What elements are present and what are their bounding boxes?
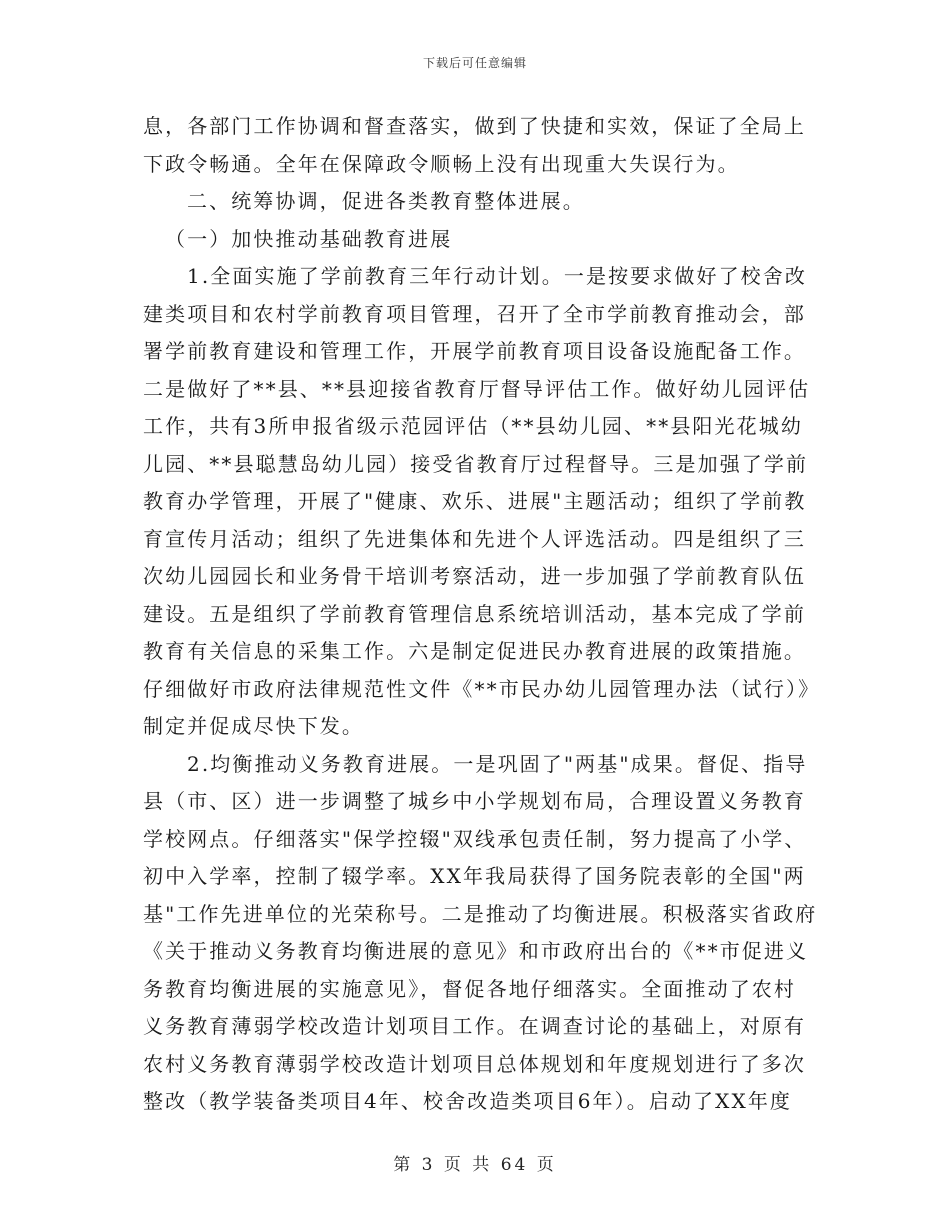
body-line: 建设。五是组织了学前教育管理信息系统培训活动，基本完成了学前 — [143, 601, 806, 626]
body-line: 县（市、区）进一步调整了城乡中小学规划布局，合理设置义务教育 — [143, 789, 806, 813]
body-line: 署学前教育建设和管理工作，开展学前教育项目设备设施配备工作。 — [143, 339, 806, 363]
body-line: 工作，共有3所申报省级示范园评估（**县幼儿园、**县阳光花城幼 — [143, 414, 803, 438]
body-line: 息，各部门工作协调和督查落实，做到了快捷和实效，保证了全局上 — [143, 114, 806, 138]
body-line: 农村义务教育薄弱学校改造计划项目总体规划和年度规划进行了多次 — [143, 1051, 806, 1076]
body-line: 教育办学管理，开展了"健康、欢乐、进展"主题活动；组织了学前教 — [143, 489, 807, 513]
body-line: 2.均衡推动义务教育进展。一是巩固了"两基"成果。督促、指导 — [187, 751, 808, 776]
body-line: 下政令畅通。全年在保障政令顺畅上没有出现重大失误行为。 — [143, 151, 740, 176]
body-line: 《关于推动义务教育均衡进展的意见》和市政府出台的《**市促进义 — [143, 939, 809, 963]
body-line: 1.全面实施了学前教育三年行动计划。一是按要求做好了校舍改 — [187, 264, 807, 288]
body-line: 育宣传月活动；组织了先进集体和先进个人评选活动。四是组织了三 — [143, 526, 806, 551]
body-line: 制定并促成尽快下发。 — [143, 714, 364, 738]
body-line: 建类项目和农村学前教育项目管理，召开了全市学前教育推动会，部 — [143, 301, 806, 326]
body-line: 仔细做好市政府法律规范性文件《**市民办幼儿园管理办法（试行）》 — [143, 676, 821, 701]
body-line: 初中入学率，控制了辍学率。XX年我局获得了国务院表彰的全国"两 — [143, 864, 806, 888]
section-heading: 二、统筹协调，促进各类教育整体进展。 — [187, 189, 585, 213]
body-line: 教育有关信息的采集工作。六是制定促进民办教育进展的政策措施。 — [143, 639, 806, 663]
subsection-heading: （一）加快推动基础教育进展 — [165, 226, 453, 251]
body-line: 基"工作先进单位的光荣称号。二是推动了均衡进展。积极落实省政府 — [143, 901, 818, 926]
body-line: 整改（教学装备类项目4年、校舍改造类项目6年）。启动了XX年度 — [143, 1089, 793, 1113]
page-header-note: 下载后可任意编辑 — [422, 56, 527, 70]
page-number: 第 3 页 共 64 页 — [393, 1155, 557, 1175]
body-line: 儿园、**县聪慧岛幼儿园）接受省教育厅过程督导。三是加强了学前 — [143, 451, 809, 476]
body-line: 学校网点。仔细落实"保学控辍"双线承包责任制，努力提高了小学、 — [143, 826, 807, 851]
body-line: 二是做好了**县、**县迎接省教育厅督导评估工作。做好幼儿园评估 — [143, 376, 811, 401]
body-line: 次幼儿园园长和业务骨干培训考察活动，进一步加强了学前教育队伍 — [143, 564, 806, 588]
body-line: 义务教育薄弱学校改造计划项目工作。在调查讨论的基础上，对原有 — [143, 1014, 806, 1038]
document-body — [143, 108, 821, 1121]
body-line: 务教育均衡进展的实施意见》，督促各地仔细落实。全面推动了农村 — [143, 976, 796, 1001]
